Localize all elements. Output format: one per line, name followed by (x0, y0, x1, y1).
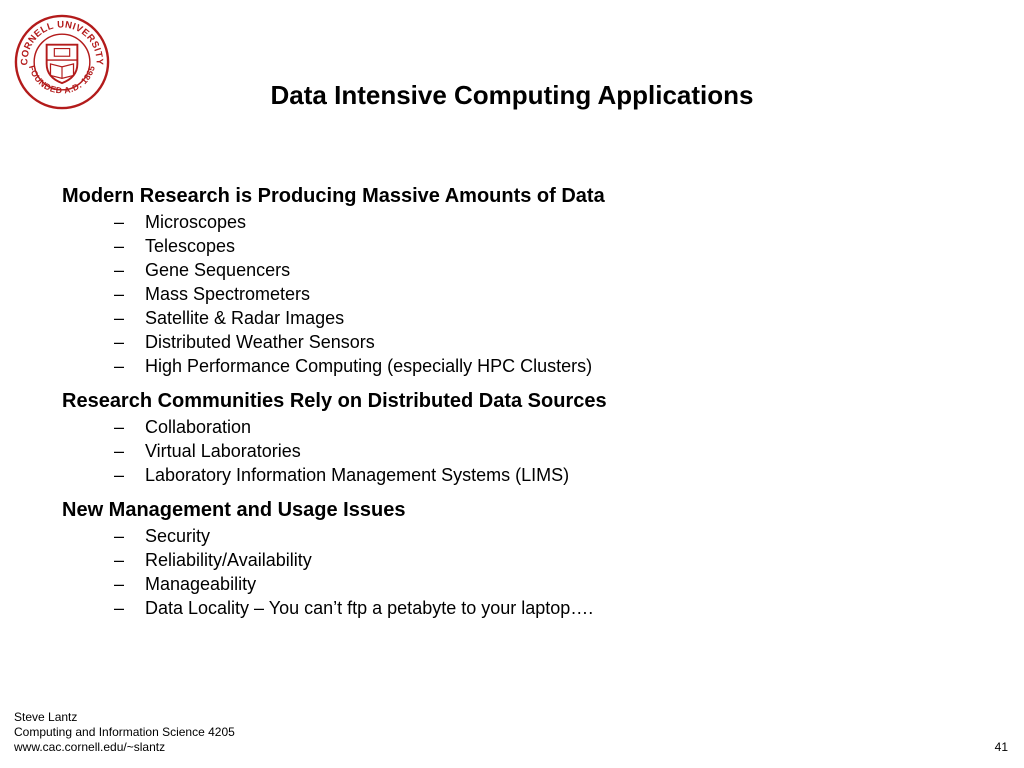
list-item-text: Gene Sequencers (145, 260, 291, 280)
list-item (62, 282, 962, 306)
list-item (62, 330, 962, 354)
dash-bullet: – (114, 260, 125, 280)
dash-bullet: – (114, 356, 125, 376)
list-item (62, 548, 962, 572)
list-item-text: High Performance Computing (especially HPC Clusters) (145, 356, 593, 376)
dash-bullet: – (114, 598, 125, 618)
footer (14, 710, 235, 755)
footer-course: Computing and Information Science 4205 (14, 725, 235, 739)
dash-bullet: – (114, 284, 125, 304)
list-item-text: Telescopes (145, 236, 236, 256)
section (62, 496, 962, 620)
dash-bullet: – (114, 212, 125, 232)
list-item-text: Satellite & Radar Images (145, 308, 345, 328)
dash-bullet: – (114, 441, 125, 461)
list-item (62, 258, 962, 282)
list-item-text: Data Locality – You can’t ftp a petabyte to your laptop…. (145, 598, 594, 618)
dash-bullet: – (114, 332, 125, 352)
dash-bullet: – (114, 308, 125, 328)
list-item (62, 234, 962, 258)
list-item-text: Mass Spectrometers (145, 284, 311, 304)
list-item (62, 463, 962, 487)
list-item (62, 524, 962, 548)
bullet-list (62, 210, 962, 378)
list-item (62, 596, 962, 620)
list-item-text: Manageability (145, 574, 257, 594)
list-item (62, 572, 962, 596)
dash-bullet: – (114, 526, 125, 546)
dash-bullet: – (114, 465, 125, 485)
list-item (62, 354, 962, 378)
bullet-list (62, 415, 962, 487)
dash-bullet: – (114, 236, 125, 256)
section-heading: New Management and Usage Issues (62, 499, 406, 521)
list-item-text: Collaboration (145, 417, 252, 437)
list-item-text: Microscopes (145, 212, 247, 232)
slide-title: Data Intensive Computing Applications (270, 80, 754, 110)
section-heading: Modern Research is Producing Massive Amounts of Data (62, 185, 605, 207)
slide-content (62, 182, 962, 629)
footer-url: www.cac.cornell.edu/~slantz (14, 740, 166, 754)
list-item (62, 439, 962, 463)
bullet-list (62, 524, 962, 620)
list-item (62, 210, 962, 234)
list-item-text: Distributed Weather Sensors (145, 332, 375, 352)
seal-top-text: CORNELL UNIVERSITY (19, 19, 105, 66)
section-heading: Research Communities Rely on Distributed Data Sources (62, 390, 607, 412)
list-item-text: Virtual Laboratories (145, 441, 301, 461)
seal-bottom-text: FOUNDED A.D. 1865 (27, 64, 97, 96)
section (62, 182, 962, 378)
footer-author: Steve Lantz (14, 710, 78, 724)
section (62, 387, 962, 487)
dash-bullet: – (114, 417, 125, 437)
dash-bullet: – (114, 550, 125, 570)
list-item (62, 415, 962, 439)
dash-bullet: – (114, 574, 125, 594)
list-item (62, 306, 962, 330)
page-number: 41 (994, 740, 1008, 754)
list-item-text: Laboratory Information Management Systems (LIMS) (145, 465, 570, 485)
list-item-text: Security (145, 526, 211, 546)
list-item-text: Reliability/Availability (145, 550, 312, 570)
